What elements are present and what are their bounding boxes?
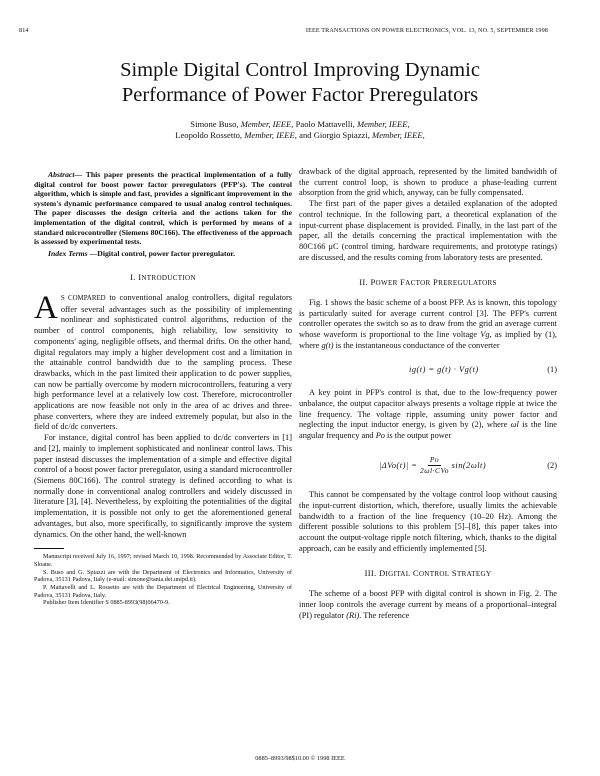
- author-1: Simone Buso,: [190, 119, 239, 129]
- section-heading-digital-control: III. DIGITAL CONTROL STRATEGY: [364, 568, 492, 579]
- author-3: Leopoldo Rossetto,: [175, 130, 243, 140]
- intro-paragraph-2: For instance, digital control has been applied to dc/dc converters in [1] and [2], mainly to implement sophisticated and nonlinear control laws. This paper instead discusses the implementation of a simple and effective digital control of a boost power factor preregulator, using a standard microcontroller (Siemens 80C166). The control strategy is defined according to what is normally done in conventional analog controllers and widely discussed in literature [3], [4]. Nevertheless, by exploiting the potentialities of the digital implementation, it is possible not only to get the aforementioned general advantages, but also, more specifically, to significantly improve the system dynamics. On the other hand, the well-known: [34, 433, 293, 539]
- right-column: [299, 167, 557, 621]
- intro-paragraph-1: A S COMPARED to conventional analog controllers, digital regulators offer several advantages such as the possibility of implementing nonlinear and sophisticated control algorithms, reduction of the number of control components, high reliability, low sensitivity to components' aging, negligible offsets, and thermal drifts. On the other hand, digital regulators may imply a higher development cost and a limitation in the attainable control bandwidth due to the sampling process. These drawbacks, which in the past limited their application to dc power supplies, can now be partially overcome by modern microcontrollers, featuring a very high performance level at a relatively low cost. Therefore, microcontroller applications are now feasible not only in the area of ac drives and three-phase converters, where they are indeed extremely popular, but also in the field of dc/dc converters.: [34, 290, 292, 432]
- equation-2-number: (2): [547, 460, 557, 470]
- authors-line-2: [0, 130, 600, 141]
- member-label: Member, IEEE,: [356, 119, 410, 129]
- pfp-paragraph-1: Fig. 1 shows the basic scheme of a boost PFP. As is known, this topology is particularly suited for average current control [3]. The PFP's current controller operates the switch so as to draw from the grid an average current whose waveform is proportional to the line voltage Vg, as implied by (1), where g(t) is the instantaneous conductance of the converter: [299, 298, 557, 350]
- member-label: Member, IEEE,: [244, 130, 297, 140]
- equation-2-body: |ΔVo(t)| = $\frac{Po}{\text{2ωl·CVo}}$ sin(2ωlt): [379, 454, 487, 476]
- author-4: Giorgio Spiazzi,: [313, 130, 370, 140]
- abstract-text: This paper presents the practical implementation of a fully digital control for boost power factor preregulators (PFP's). The control algorithm, which is simple and fast, provides a significant improvement in the system's dynamic performance compared to usual analog control techniques. The paper discusses the design criteria and the actions taken for the implementation of the digital control, which is performed by means of a standard microcontroller (Siemens 80C166). The effectiveness of the approach is assessed by experimental tests.: [34, 170, 292, 247]
- continued-paragraph: drawback of the digital approach, represented by the limited bandwidth of the current control loop, is shown to produce a phase-leading current absorption from the grid which, anyway, can be fully compensated.: [299, 167, 557, 198]
- abstract: [34, 170, 292, 247]
- drop-cap: A: [34, 290, 58, 327]
- footnote-publisher-id: Publisher Item Identifier S 0885-8993(98)06470-9.: [43, 599, 170, 607]
- title-line-1: Simple Digital Control Improving Dynamic: [120, 59, 480, 81]
- footnote-affiliation-1: S. Buso and G. Spiazzi are with the Department of Electronics and Informatics, University of Padova, 35131 Padova, Italy (e-mail: simone@tania.dei.unipd.it).: [34, 568, 292, 584]
- equation-2-fraction: $\frac{Po}{\text{2ωl·CVo}}$: [420, 454, 450, 476]
- member-label: Member, IEEE,: [372, 130, 425, 140]
- section-heading-introduction: I. INTRODUCTION: [130, 272, 196, 283]
- digital-control-paragraph-1: The scheme of a boost PFP with digital control is shown in Fig. 2. The inner loop controls the average current by means of a proportional–integral (PI) regulator (Ri). The reference: [299, 589, 557, 620]
- equation-1: [299, 365, 557, 376]
- member-label: Member, IEEE,: [240, 119, 294, 129]
- running-header: IEEE TRANSACTIONS ON POWER ELECTRONICS, VOL. 13, NO. 5, SEPTEMBER 1998: [305, 27, 548, 34]
- copyright-footer: 0885–8993/98$10.00 © 1998 IEEE: [255, 755, 345, 762]
- index-terms-text: Digital control, power factor preregulator.: [97, 248, 236, 258]
- left-column: [34, 170, 292, 607]
- pfp-paragraph-3: This cannot be compensated by the voltage control loop without causing the input-current distortion, which, therefore, usually limits the achievable bandwidth to a fraction of the line frequency (10–20 Hz). Among the different possible solutions to this problem [5]–[8], this paper takes into account the output-voltage ripple notch filtering, which, thanks to the digital approach, can be easily and efficiently implemented [5].: [299, 490, 557, 553]
- footnote-rule: [34, 548, 64, 549]
- equation-1-body: ig(t) = g(t) · Vg(t): [409, 364, 479, 374]
- section-heading-pfp: II. POWER FACTOR PREREGULATORS: [359, 277, 497, 288]
- title-line-2: Performance of Power Factor Preregulators: [121, 84, 479, 106]
- index-terms-lead: Index Terms —: [48, 248, 98, 258]
- author-list: [0, 119, 600, 141]
- page-number: 814: [19, 27, 29, 34]
- pfp-paragraph-2: A key point in PFP's control is that, due to the low-frequency power unbalance, the output capacitor always presents a voltage ripple at twice the line frequency. The voltage ripple, assuming unity power factor and neglecting the input inductor energy, is given by (2), where ωl is the line angular frequency and Po is the output power: [299, 388, 558, 441]
- outline-paragraph: The first part of the paper gives a detailed explanation of the adopted control technique. In the following part, a theoretical explanation of the input-current phase displacement is provided. Finally, in the last part of the paper, all the details concerning the practical implementation with the 80C166 μC (control timing, hardware requirements, and prototype ratings) are discussed, and the results coming from laboratory tests are presented.: [299, 199, 557, 262]
- paper-title: [0, 58, 600, 108]
- footnote-manuscript: Manuscript received July 16, 1997; revised March 10, 1998. Recommended by Associate Editor, T. Sloane.: [34, 553, 292, 568]
- index-terms: [34, 249, 292, 259]
- author-and: and: [299, 130, 312, 140]
- author-2: Paolo Mattavelli,: [295, 119, 355, 129]
- abstract-lead: Abstract—: [48, 170, 83, 179]
- authors-line-1: [0, 119, 600, 130]
- equation-2: [299, 455, 557, 477]
- equation-1-number: (1): [547, 364, 557, 374]
- footnote-affiliation-2: P. Mattavelli and L. Rossetto are with the Department of Electrical Engineering, University of Padova, 35131 Padova, Italy.: [34, 584, 292, 599]
